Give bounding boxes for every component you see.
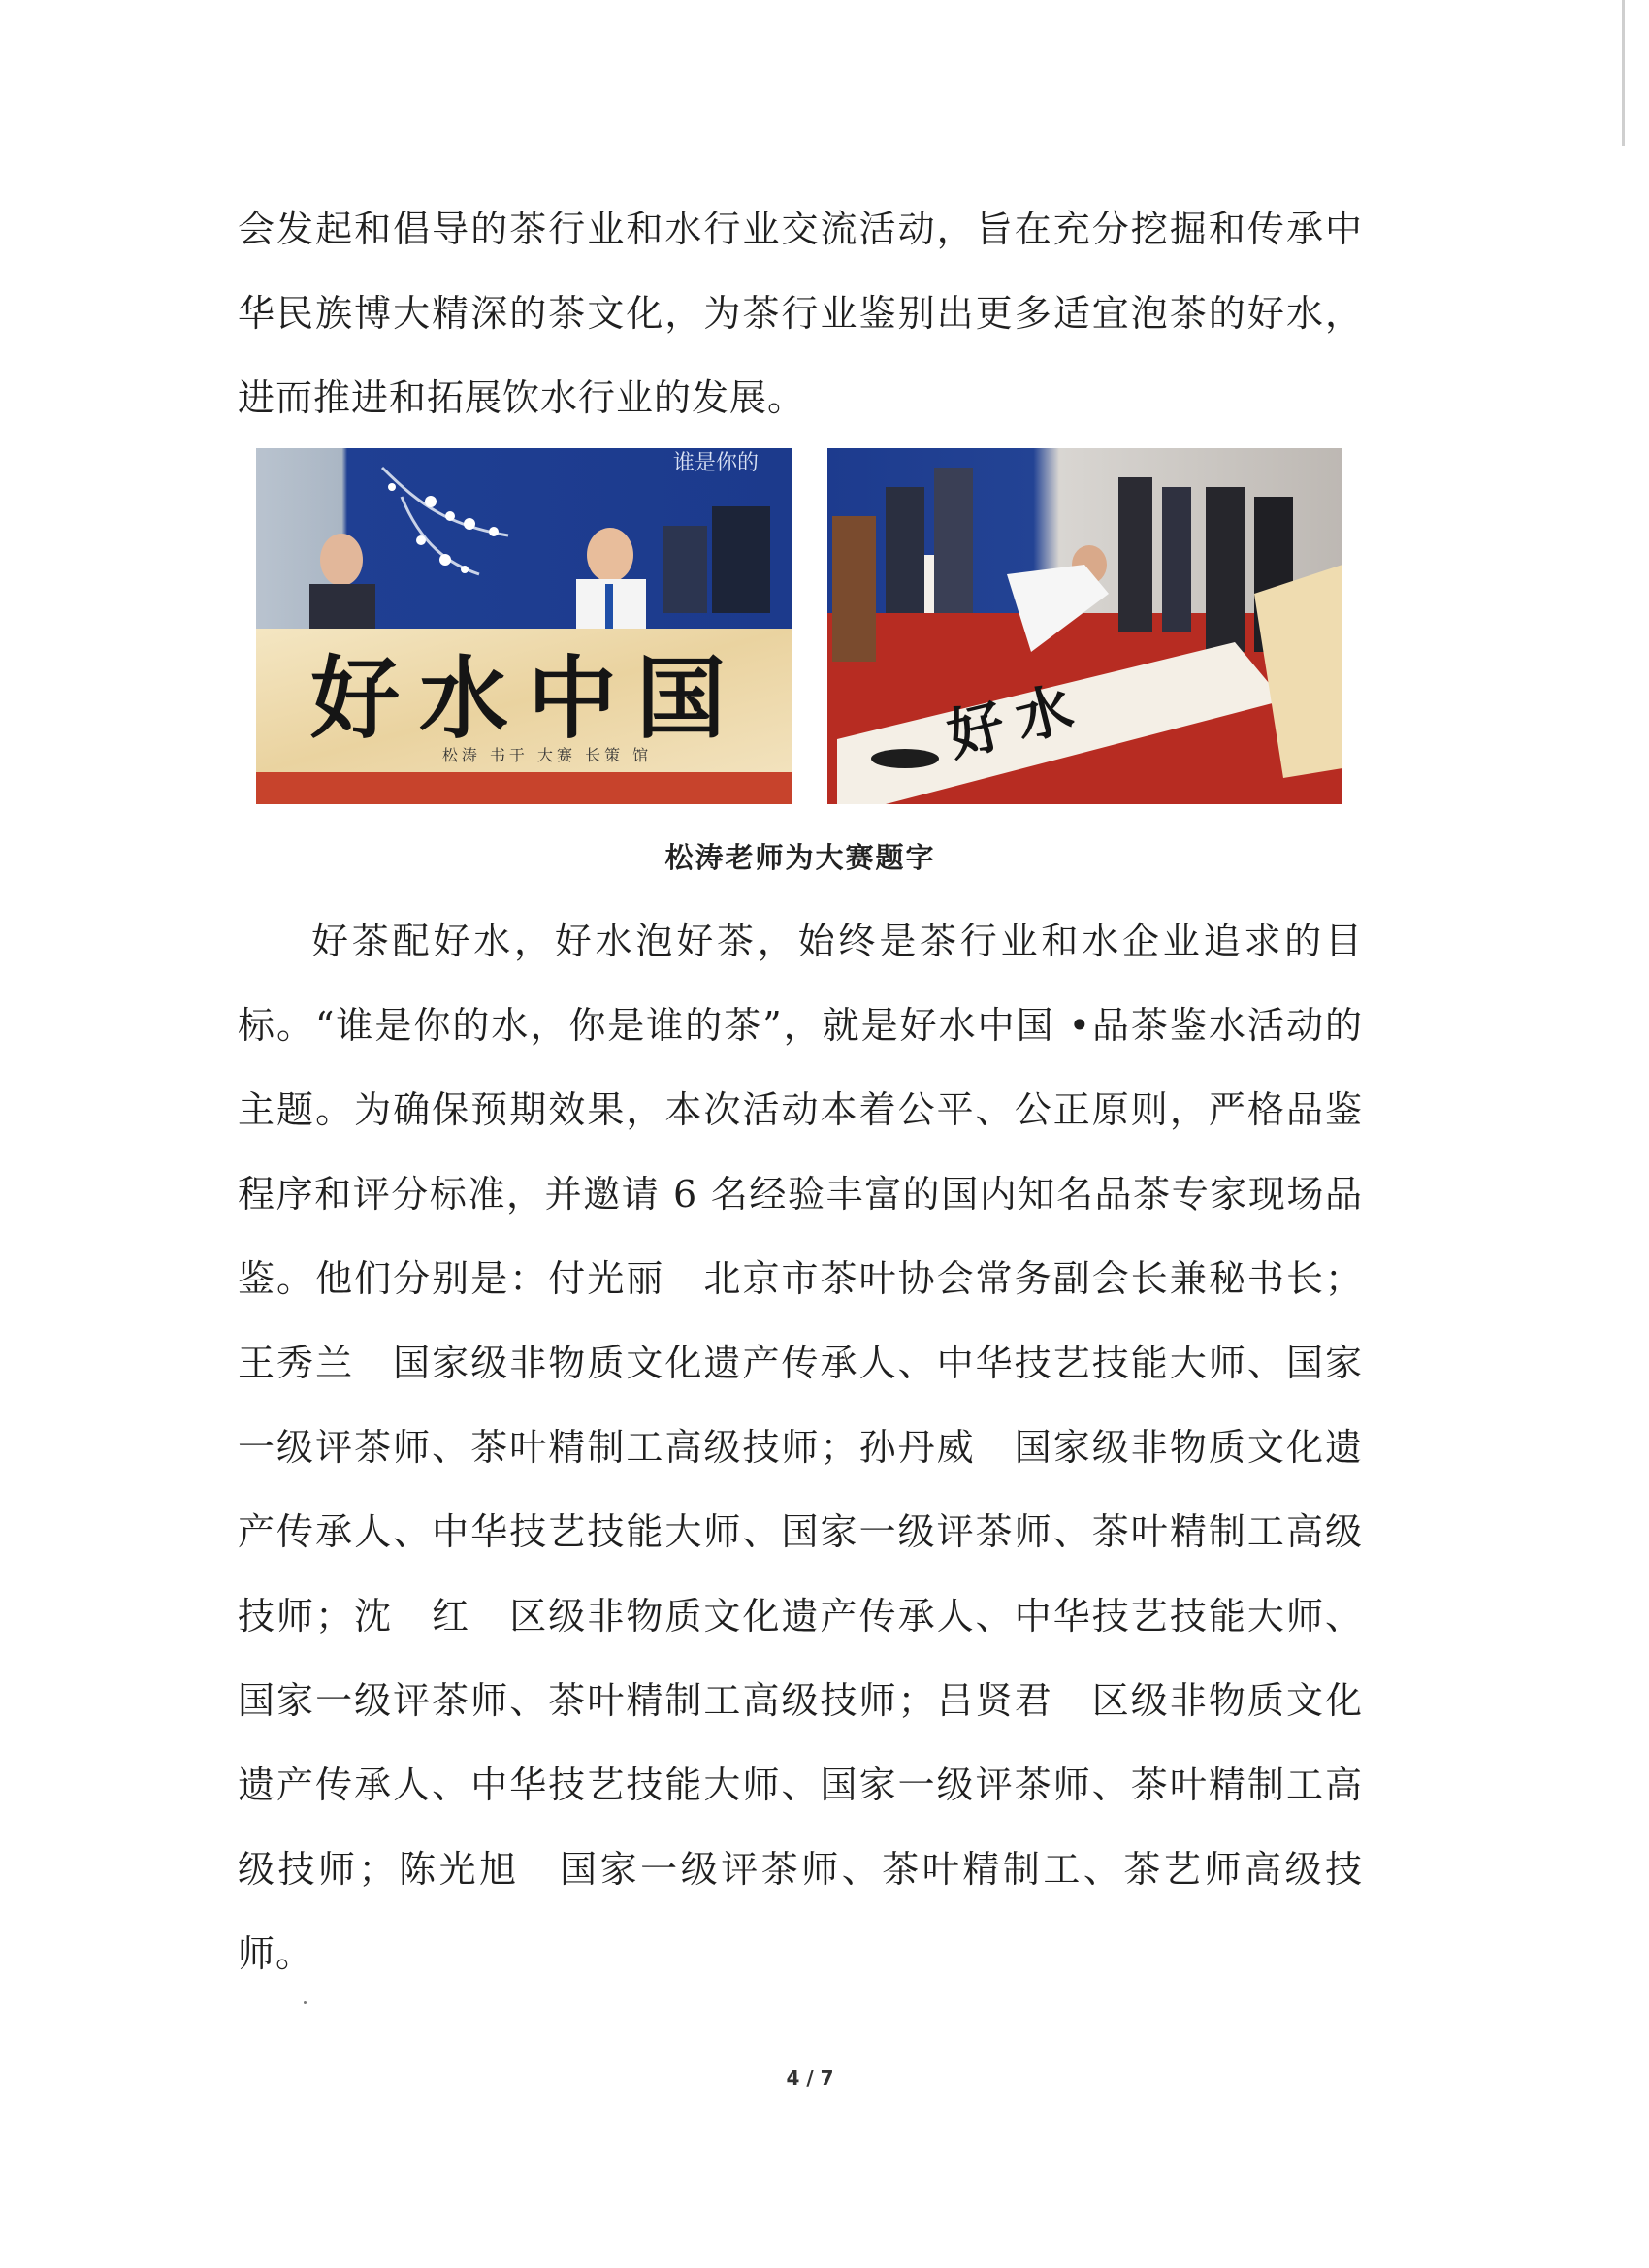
paragraph-main: 好茶配好水，好水泡好茶，始终是茶行业和水企业追求的目标。“谁是你的水，你是谁的茶”，就是好水中国 •品茶鉴水活动的主题。为确保预期效果，本次活动本着公平、公正原则，严格品鉴程序和评分标准，并邀请 6 名经验丰富的国内知名品茶专家现场品鉴。他们分别是：付光丽 北京市茶叶协会常务副会长兼秘书长；王秀兰 国家级非物质文化遗产传承人、中华技艺技能大师、国家一级评茶师、茶叶精制工高级技师；孙丹威 国家级非物质文化遗产传承人、中华技艺技能大师、国家一级评茶师、茶叶精制工高级技师；沈 红 区级非物质文化遗产传承人、中华技艺技能大师、国家一级评茶师、茶叶精制工高级技师；吕贤君 区级非物质文化遗产传承人、中华技艺技能大师、国家一级评茶师、茶叶精制工高级技师；陈光旭 国家一级评茶师、茶叶精制工、茶艺师高级技师。 — [238, 920, 1363, 1975]
paragraph-intro: 会发起和倡导的茶行业和水行业交流活动，旨在充分挖掘和传承中华民族博大精深的茶文化，为茶行业鉴别出更多适宜泡茶的好水，进而推进和拓展饮水行业的发展。 — [238, 208, 1363, 419]
page-number: 4 / 7 — [786, 2066, 834, 2090]
left-photo-calligraphy: 好水中国 — [309, 646, 746, 751]
left-photo-inscription: 松涛 书于 大赛 长策 馆 — [441, 746, 653, 764]
photo-caption: 松涛老师为大赛题字 — [664, 841, 936, 874]
left-photo-banner-text: 谁是你的 — [673, 451, 760, 475]
photo-writing-calligraphy — [827, 448, 1342, 804]
right-photo-calligraphy: 好水 — [941, 671, 1093, 770]
scan-edge-mark — [1622, 0, 1625, 146]
scan-speck — [304, 2001, 307, 2004]
photo-calligraphy-display — [256, 448, 792, 804]
